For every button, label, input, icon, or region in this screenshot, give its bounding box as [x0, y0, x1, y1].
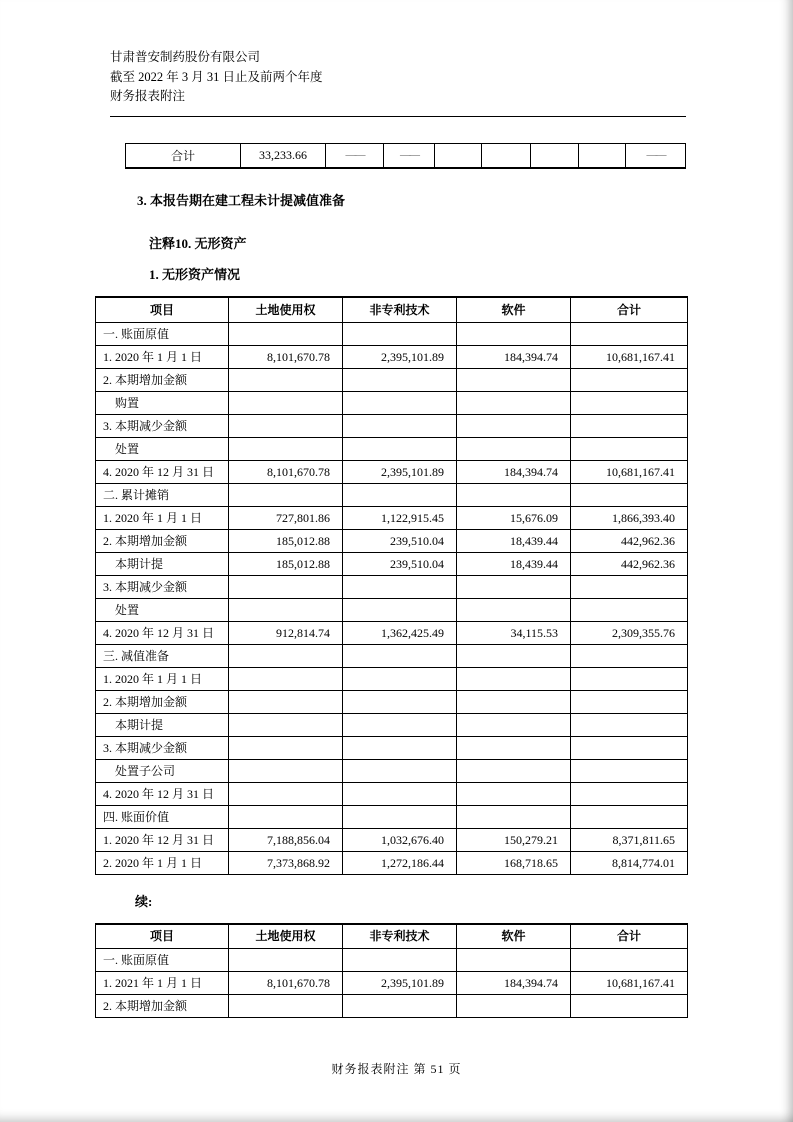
cell-value: 1,866,393.40	[571, 506, 688, 529]
table-row	[96, 949, 688, 972]
table-row	[96, 460, 688, 483]
empty-cell	[571, 759, 688, 782]
empty-cell	[457, 391, 571, 414]
cell-value: 10,681,167.41	[571, 972, 688, 995]
empty-cell	[571, 391, 688, 414]
intangible-assets-table-2020	[95, 296, 688, 875]
row-label: 1. 2020 年 1 月 1 日	[96, 345, 229, 368]
row-label: 3. 本期减少金额	[96, 414, 229, 437]
table-row	[96, 368, 688, 391]
empty-cell	[229, 759, 343, 782]
cell-value: 1,362,425.49	[343, 621, 457, 644]
empty-cell	[571, 949, 688, 972]
empty-cell	[457, 483, 571, 506]
table-row	[96, 322, 688, 345]
table-row	[96, 667, 688, 690]
empty-cell	[457, 805, 571, 828]
table-row	[96, 598, 688, 621]
row-label: 4. 2020 年 12 月 31 日	[96, 782, 229, 805]
table-row	[96, 736, 688, 759]
row-label: 2. 本期增加金额	[96, 368, 229, 391]
empty-cell	[571, 782, 688, 805]
table-row	[96, 644, 688, 667]
row-label: 1. 2020 年 12 月 31 日	[96, 828, 229, 851]
table-row	[96, 828, 688, 851]
cell-value: 8,101,670.78	[229, 460, 343, 483]
intangible-assets-table-2021	[95, 923, 688, 1019]
cell-value: 2,395,101.89	[343, 972, 457, 995]
cell-value: 34,115.53	[457, 621, 571, 644]
row-label: 1. 2021 年 1 月 1 日	[96, 972, 229, 995]
empty-cell	[229, 644, 343, 667]
table-row	[96, 506, 688, 529]
empty-cell	[571, 805, 688, 828]
cell-value: 168,718.65	[457, 851, 571, 874]
empty-cell	[343, 995, 457, 1018]
cell-value: 8,371,811.65	[571, 828, 688, 851]
empty-cell	[343, 690, 457, 713]
empty-cell	[571, 437, 688, 460]
empty-cell	[229, 736, 343, 759]
empty-cell	[343, 736, 457, 759]
empty-cell	[571, 713, 688, 736]
cell-value: 8,814,774.01	[571, 851, 688, 874]
dash-cell: ——	[384, 143, 435, 168]
empty-cell	[229, 391, 343, 414]
company-name: 甘肃普安制药股份有限公司	[110, 50, 261, 64]
column-header: 非专利技术	[343, 924, 457, 949]
row-label: 一. 账面原值	[96, 322, 229, 345]
cell-value: 8,101,670.78	[229, 345, 343, 368]
empty-cell	[571, 995, 688, 1018]
row-label: 3. 本期减少金额	[96, 575, 229, 598]
empty-cell	[229, 368, 343, 391]
row-label: 2. 本期增加金额	[96, 690, 229, 713]
table-row	[96, 713, 688, 736]
empty-cell	[229, 483, 343, 506]
table-row	[96, 529, 688, 552]
empty-cell	[571, 483, 688, 506]
row-label: 购置	[96, 391, 229, 414]
cell-value: 7,373,868.92	[229, 851, 343, 874]
empty-cell	[457, 437, 571, 460]
table-row	[96, 621, 688, 644]
column-header: 合计	[571, 297, 688, 322]
empty-cell	[457, 322, 571, 345]
empty-cell	[229, 437, 343, 460]
empty-cell	[343, 644, 457, 667]
column-header: 项目	[96, 297, 229, 322]
empty-cell	[229, 598, 343, 621]
cell-value: 239,510.04	[343, 529, 457, 552]
row-label: 本期计提	[96, 713, 229, 736]
table-row	[96, 995, 688, 1018]
column-header: 非专利技术	[343, 297, 457, 322]
empty-cell	[229, 713, 343, 736]
cell-value: 1,122,915.45	[343, 506, 457, 529]
dash-cell: ——	[626, 143, 686, 168]
empty-cell	[457, 414, 571, 437]
empty-cell	[229, 667, 343, 690]
cell-value: 8,101,670.78	[229, 972, 343, 995]
empty-cell	[229, 575, 343, 598]
row-label: 2. 2020 年 1 月 1 日	[96, 851, 229, 874]
table-row	[96, 805, 688, 828]
empty-cell	[457, 759, 571, 782]
column-header: 软件	[457, 297, 571, 322]
empty-cell	[343, 667, 457, 690]
cell-value: 2,309,355.76	[571, 621, 688, 644]
table-row	[96, 782, 688, 805]
row-label: 1. 2020 年 1 月 1 日	[96, 506, 229, 529]
empty-cell	[229, 322, 343, 345]
empty-cell	[571, 736, 688, 759]
cell-value: 185,012.88	[229, 529, 343, 552]
empty-cell	[343, 414, 457, 437]
table-row	[96, 972, 688, 995]
column-header: 项目	[96, 924, 229, 949]
doc-title: 财务报表附注	[110, 89, 186, 103]
row-label: 三. 减值准备	[96, 644, 229, 667]
cell-value: 184,394.74	[457, 345, 571, 368]
row-label: 4. 2020 年 12 月 31 日	[96, 460, 229, 483]
empty-cell	[457, 949, 571, 972]
empty-cell	[457, 368, 571, 391]
empty-cell	[343, 483, 457, 506]
total-cell: 合计	[126, 143, 241, 168]
table-row	[96, 575, 688, 598]
column-header: 土地使用权	[229, 924, 343, 949]
page-footer: 财务报表附注 第 51 页	[331, 1062, 462, 1076]
cell-value: 10,681,167.41	[571, 460, 688, 483]
row-label: 3. 本期减少金额	[96, 736, 229, 759]
cell-value: 442,962.36	[571, 552, 688, 575]
empty-cell	[457, 713, 571, 736]
table-row	[96, 414, 688, 437]
empty-cell	[229, 805, 343, 828]
dash-cell: ——	[326, 143, 384, 168]
empty-cell	[343, 759, 457, 782]
cell-value: 442,962.36	[571, 529, 688, 552]
empty-cell	[229, 414, 343, 437]
empty-cell	[482, 143, 531, 168]
cell-value: 2,395,101.89	[343, 345, 457, 368]
empty-cell	[229, 995, 343, 1018]
header-row	[96, 924, 688, 949]
row-label: 2. 本期增加金额	[96, 529, 229, 552]
empty-cell	[343, 368, 457, 391]
header-divider	[110, 116, 686, 117]
empty-cell	[343, 598, 457, 621]
empty-cell	[457, 644, 571, 667]
empty-cell	[229, 690, 343, 713]
empty-cell	[343, 437, 457, 460]
cell-value: 150,279.21	[457, 828, 571, 851]
empty-cell	[229, 782, 343, 805]
row-label: 处置	[96, 598, 229, 621]
cell-value: 239,510.04	[343, 552, 457, 575]
empty-cell	[343, 575, 457, 598]
sub1-heading: 1. 无形资产情况	[149, 267, 241, 282]
empty-cell	[343, 391, 457, 414]
table-row	[96, 437, 688, 460]
row-label: 处置子公司	[96, 759, 229, 782]
cell-value: 10,681,167.41	[571, 345, 688, 368]
row-label: 二. 累计摊销	[96, 483, 229, 506]
empty-cell	[343, 805, 457, 828]
continued-label: 续:	[135, 893, 153, 909]
empty-cell	[571, 368, 688, 391]
empty-cell	[571, 667, 688, 690]
empty-cell	[229, 949, 343, 972]
empty-cell	[343, 322, 457, 345]
cell-value: 1,272,186.44	[343, 851, 457, 874]
cell-value: 184,394.74	[457, 460, 571, 483]
column-header: 合计	[571, 924, 688, 949]
cell-value: 727,801.86	[229, 506, 343, 529]
cell-value: 18,439.44	[457, 529, 571, 552]
table-row	[96, 391, 688, 414]
empty-cell	[457, 598, 571, 621]
empty-cell	[457, 575, 571, 598]
section3-heading: 3. 本报告期在建工程未计提减值准备	[137, 193, 346, 208]
empty-cell	[571, 414, 688, 437]
empty-cell	[343, 713, 457, 736]
table-row	[96, 345, 688, 368]
row-label: 4. 2020 年 12 月 31 日	[96, 621, 229, 644]
empty-cell	[571, 575, 688, 598]
cell-value: 15,676.09	[457, 506, 571, 529]
row-label: 四. 账面价值	[96, 805, 229, 828]
empty-cell	[457, 995, 571, 1018]
empty-cell	[579, 143, 626, 168]
empty-cell	[531, 143, 579, 168]
cell-value: 185,012.88	[229, 552, 343, 575]
empty-cell	[571, 690, 688, 713]
table-row	[96, 483, 688, 506]
table-row	[126, 143, 686, 168]
column-header: 软件	[457, 924, 571, 949]
report-period: 截至 2022 年 3 月 31 日止及前两个年度	[110, 69, 323, 84]
empty-cell	[571, 322, 688, 345]
carryover-total-table	[125, 143, 686, 170]
empty-cell	[457, 690, 571, 713]
row-label: 1. 2020 年 1 月 1 日	[96, 667, 229, 690]
total-cell: 33,233.66	[241, 143, 326, 168]
page-header	[110, 48, 793, 107]
table-row	[96, 851, 688, 874]
empty-cell	[343, 782, 457, 805]
empty-cell	[457, 782, 571, 805]
cell-value: 1,032,676.40	[343, 828, 457, 851]
row-label: 处置	[96, 437, 229, 460]
empty-cell	[457, 736, 571, 759]
row-label: 2. 本期增加金额	[96, 995, 229, 1018]
cell-value: 2,395,101.89	[343, 460, 457, 483]
note10-heading: 注释10. 无形资产	[149, 236, 247, 251]
row-label: 本期计提	[96, 552, 229, 575]
empty-cell	[571, 644, 688, 667]
table-row	[96, 690, 688, 713]
header-row	[96, 297, 688, 322]
row-label: 一. 账面原值	[96, 949, 229, 972]
empty-cell	[343, 949, 457, 972]
cell-value: 18,439.44	[457, 552, 571, 575]
empty-cell	[435, 143, 482, 168]
table-row	[96, 552, 688, 575]
cell-value: 7,188,856.04	[229, 828, 343, 851]
cell-value: 184,394.74	[457, 972, 571, 995]
empty-cell	[571, 598, 688, 621]
table-row	[96, 759, 688, 782]
empty-cell	[457, 667, 571, 690]
column-header: 土地使用权	[229, 297, 343, 322]
cell-value: 912,814.74	[229, 621, 343, 644]
